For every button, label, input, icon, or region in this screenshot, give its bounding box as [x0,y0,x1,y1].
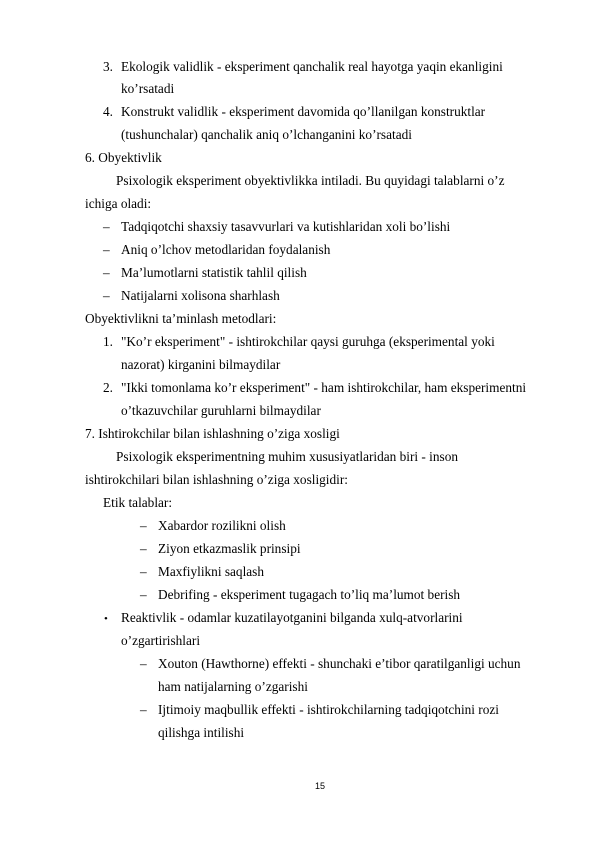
bullet-item-line: o’zgartirishlari [121,633,201,648]
list-item-line: o’tkazuvchilar guruhlarni bilmaydilar [121,403,321,418]
dash-marker: – [103,219,110,234]
bullet-item: Ma’lumotlarni statistik tahlil qilish [121,265,307,280]
list-number: 3. [103,59,113,74]
list-number: 2. [103,380,113,395]
subheading: Etik talablar: [103,495,173,510]
list-item-line: Ekologik validlik - eksperiment qanchalik real hayotga yaqin ekanligini [121,59,503,74]
list-item-line: (tushunchalar) qanchalik aniq o’lchanganini ko’rsatadi [121,127,412,142]
list-number: 1. [103,334,113,349]
bullet-item: Xabardor rozilikni olish [158,518,286,533]
paragraph-line: Psixologik eksperimentning muhim xususiyatlaridan biri - inson [116,449,458,464]
bullet-marker: • [104,613,108,625]
list-item-line: ko’rsatadi [121,81,175,96]
paragraph-line: ishtirokchilari bilan ishlashning o’ziga xosligidir: [85,472,348,487]
list-item-line: "Ikki tomonlama ko’r eksperiment" - ham ishtirokchilar, ham eksperimentni [121,380,527,395]
dash-marker: – [140,656,147,671]
page-number: 15 [314,781,325,791]
bullet-item: Maxfiylikni saqlash [158,564,264,579]
paragraph-line: ichiga oladi: [85,196,152,211]
sub-bullet-line: ham natijalarning o’zgarishi [158,679,308,694]
dash-marker: – [140,587,147,602]
dash-marker: – [140,541,147,556]
list-item-line: "Ko’r eksperiment" - ishtirokchilar qaysi guruhga (eksperimental yoki [121,334,495,349]
sub-bullet-line: qilishga intilishi [158,725,245,740]
dash-marker: – [140,518,147,533]
section-heading: 7. Ishtirokchilar bilan ishlashning o’ziga xosligi [85,426,340,441]
sub-bullet-line: Xouton (Hawthorne) effekti - shunchaki e’tibor qaratilganligi uchun [158,656,521,671]
bullet-item: Debrifing - eksperiment tugagach to’liq ma’lumot berish [158,587,461,602]
bullet-item: Natijalarni xolisona sharhlash [121,288,280,303]
dash-marker: – [103,288,110,303]
list-number: 4. [103,104,113,119]
dash-marker: – [103,242,110,257]
bullet-item: Tadqiqotchi shaxsiy tasavvurlari va kutishlaridan xoli bo’lishi [121,219,451,234]
dash-marker: – [140,702,147,717]
list-item-line: Konstrukt validlik - eksperiment davomida qo’llanilgan konstruktlar [121,104,486,119]
list-item-line: nazorat) kirganini bilmaydilar [121,357,281,372]
subheading: Obyektivlikni ta’minlash metodlari: [85,311,277,326]
bullet-item: Ziyon etkazmaslik prinsipi [158,541,301,556]
dash-marker: – [140,564,147,579]
bullet-item-line: Reaktivlik - odamlar kuzatilayotganini bilganda xulq-atvorlarini [121,610,463,625]
paragraph-line: Psixologik eksperiment obyektivlikka intiladi. Bu quyidagi talablarni o’z [116,173,505,188]
sub-bullet-line: Ijtimoiy maqbullik effekti - ishtirokchilarning tadqiqotchini rozi [158,702,499,717]
bullet-item: Aniq o’lchov metodlaridan foydalanish [121,242,331,257]
section-heading: 6. Obyektivlik [85,150,162,165]
dash-marker: – [103,265,110,280]
